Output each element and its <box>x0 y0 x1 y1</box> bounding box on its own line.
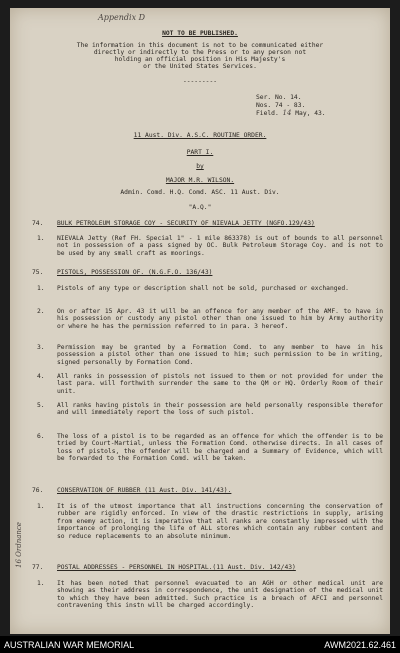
footer-institution: AUSTRALIAN WAR MEMORIAL <box>4 640 135 650</box>
item-77-heading: POSTAL ADDRESSES - PERSONNEL IN HOSPITAL.(11 Aust. Div. 142/43) <box>57 564 296 571</box>
document-page <box>10 8 390 634</box>
notice-line-4: or the United States Services. <box>143 63 257 70</box>
handwritten-annotation-top: Appendix D <box>98 13 146 22</box>
by-label: by <box>196 163 204 170</box>
part-label: PART I. <box>186 149 214 156</box>
field-date <box>256 110 326 117</box>
field-month: May, 43. <box>295 110 326 117</box>
author-title: Admin. Comd. H.Q. Comd. ASC. 11 Aust. Div. <box>120 189 280 196</box>
footer-accession-number: AWM2021.62.461 <box>324 640 396 650</box>
item-75-number: 75. <box>32 269 44 276</box>
order-numbers: Nos. 74 - 83. <box>256 102 306 109</box>
item-75-para-3: Permission may be granted by a Formation Comd. to any member to have in his possession a pistol other than one issued to him; such permission to be in writing, signed personally by Formation Comd. <box>57 344 383 366</box>
field-label: Field. <box>256 110 279 117</box>
item-75-heading: PISTOLS, POSSESSION OF. (N.G.F.O. 136/43) <box>57 269 213 276</box>
item-75-para-3-number: 3. <box>37 344 45 351</box>
document-heading: NOT TO BE PUBLISHED. <box>162 30 238 37</box>
item-75-para-5: All ranks having pistols in their possession are held personally responsible therefor and will immediately report the loss of such pistol. <box>57 402 383 417</box>
item-77-para-1-number: 1. <box>37 580 45 587</box>
item-75-para-4: All ranks in possession of pistols not issued to them or not provided for under the last para. will forthwith surrender the same to the QM or HQ. Orderly Room of their unit. <box>57 373 383 395</box>
serial-number: Ser. No. 14. <box>256 94 302 101</box>
notice-line-3: holding an official position in His Majesty's <box>114 56 286 63</box>
author-name: MAJOR M.R. WILSON. <box>165 177 235 184</box>
item-75-para-4-number: 4. <box>37 373 45 380</box>
item-75-para-2-number: 2. <box>37 308 45 315</box>
item-76-para-1-number: 1. <box>37 503 45 510</box>
item-75-para-5-number: 5. <box>37 402 45 409</box>
item-75-para-2: On or after 15 Apr. 43 it will be an offence for any member of the AMF. to have in his possession or custody any pistol other than one issued to him by Army authority or where he has the permission referred to in para. 3 hereof. <box>57 308 383 330</box>
item-76-heading: CONSERVATION OF RUBBER (11 Aust. Div. 141/43). <box>57 487 232 494</box>
section-label: "A.Q." <box>188 204 212 211</box>
field-day-handwritten: 14 <box>282 109 292 117</box>
handwritten-margin-note: 16 Ordnance <box>15 522 23 568</box>
item-75-para-6: The loss of a pistol is to be regarded as an offence for which the offender is to be tried by Court-Martial, unless the Formation Comd. otherwise directs. In all cases of loss of pistols, the offender will be charged and a Summary of Evidence, which will be forwarded to the Formation Comd. will be taken. <box>57 433 383 463</box>
item-74-para-1-number: 1. <box>37 235 45 242</box>
item-76-para-1: It is of the utmost importance that all instructions concerning the conservation of rubber are rigidly enforced. In view of the drastic restrictions in supply, arising from enemy action, it is imperative that all ranks are constantly impressed with the importance of prolonging the life of ALL stores which contain any rubber content and so reduce replacements to an absolute minimum. <box>57 503 383 540</box>
item-76-number: 76. <box>32 487 44 494</box>
item-75-para-1-number: 1. <box>37 285 45 292</box>
item-77-para-1: It has been noted that personnel evacuated to an AGH or other medical unit are showing as their address in correspondence, the unit designation of the medical unit to which they have been admitted. Such practice is a breach of AFCI and personnel contravening this instn will be charged accordingly. <box>57 580 383 610</box>
item-77-number: 77. <box>32 564 44 571</box>
item-75-para-1: Pistols of any type or description shall not be sold, purchased or exchanged. <box>57 285 349 292</box>
item-74-number: 74. <box>32 220 44 227</box>
notice-line-1: The information in this document is not to be communicated either <box>76 42 324 49</box>
order-title: 11 Aust. Div. A.S.C. ROUTINE ORDER. <box>133 132 267 139</box>
item-74-heading: BULK PETROLEUM STORAGE COY - SECURITY OF NIEVALA JETTY (NGFO.129/43) <box>57 220 315 227</box>
divider: --------- <box>182 78 218 85</box>
item-74-para-1: NIEVALA Jetty (Ref FH. Special 1" - 1 mile 863378) is out of bounds to all personnel not in possession of a pass signed by OC. Bulk Petroleum Storage Coy. and is not to be used by any small craft as moorings. <box>57 235 383 257</box>
archive-footer <box>0 636 400 653</box>
notice-line-2: directly or indirectly to the Press or to any person not <box>93 49 307 56</box>
item-75-para-6-number: 6. <box>37 433 45 440</box>
